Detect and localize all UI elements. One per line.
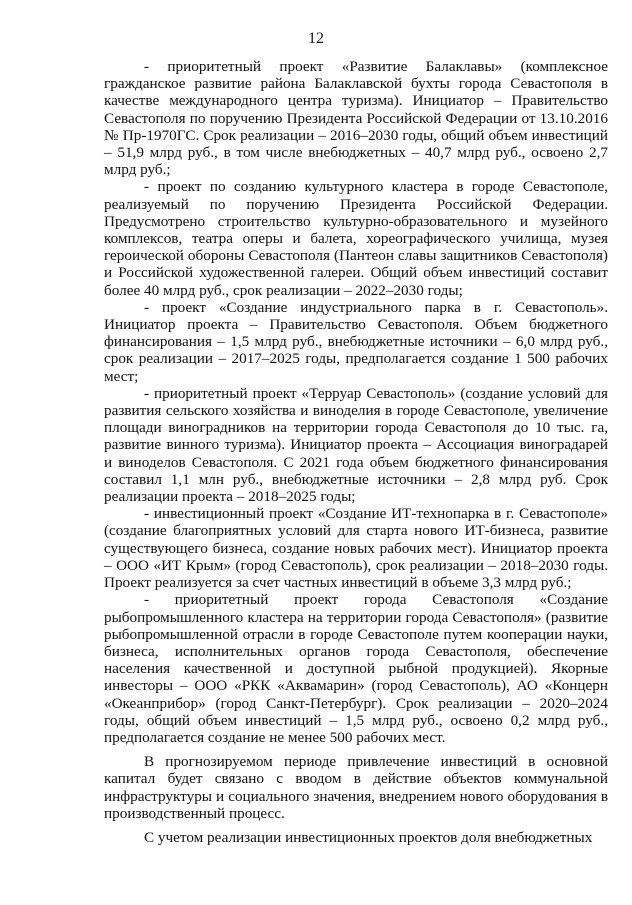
page-number: 12 (308, 30, 324, 47)
paragraph-project-it-technopark: - инвестиционный проект «Создание ИТ-технопарка в г. Севастополе» (создание благоприятных условий для старта нового ИТ-бизнеса, развитие существующего бизнеса, создание новых рабочих мест). Инициатор проекта – ООО «ИТ Крым» (город Севастополь), срок реализации – 2018–2030 годы. Проект реализуется за счет частных инвестиций в объеме 3,3 млрд руб.; (104, 505, 608, 592)
paragraph-project-balaklava: - приоритетный проект «Развитие Балаклавы» (комплексное гражданское развитие района Балаклавской бухты города Севастополя в качестве международного центра туризма). Инициатор – Правительство Севастополя по поручению Президента Российской Федерации от 13.10.2016 № Пр-1970ГС. Срок реализации – 2016–2030 годы, общий объем инвестиций – 51,9 млрд руб., в том числе внебюджетных – 40,7 млрд руб., освоено 2,7 млрд руб.; (104, 58, 608, 179)
paragraph-project-industrial-park: - проект «Создание индустриального парка в г. Севастополь». Инициатор проекта – Правительство Севастополя. Объем бюджетного финансирования – 1,5 млрд руб., внебюджетные источники – 6,0 млрд руб., срок реализации – 2017–2025 годы, предполагается создание 1 500 рабочих мест; (104, 298, 608, 385)
paragraph-project-terroir: - приоритетный проект «Терруар Севастополь» (создание условий для развития сельского хозяйства и виноделия в городе Севастополе, увеличение площади виноградников на территории города Севастополя до 10 тыс. га, развитие винного туризма). Инициатор проекта – Ассоциация виноградарей и виноделов Севастополя. С 2021 года объем бюджетного финансирования составил 1,1 млн руб., внебюджетные источники – 2,8 млрд руб. Срок реализации проекта – 2018–2025 годы; (104, 384, 608, 506)
paragraph-investment-forecast: В прогнозируемом периоде привлечение инвестиций в основной капитал будет связано с вводом в действие объектов коммунальной инфраструктуры и социального значения, внедрением нового оборудования в производственный процесс. (104, 753, 608, 822)
paragraph-project-fish-cluster: - приоритетный проект города Севастополя «Создание рыбопромышленного кластера на территории города Севастополя» (развитие рыбопромышленной отрасли в городе Севастополе путем кооперации науки, бизнеса, исполнительных органов города Севастополя, обеспечение населения качественной и доступной рыбной продукцией). Якорные инвесторы – ООО «РКК «Аквамарин» (город Севастополь), АО «Концерн «Океанприбор» (город Санкт-Петербург). Срок реализации – 2020–2024 годы, общий объем инвестиций – 1,5 млрд руб., освоено 0,2 млрд руб., предполагается создание не менее 500 рабочих мест. (104, 591, 608, 746)
body-text (104, 58, 608, 846)
paragraph-extrabudgetary-share: С учетом реализации инвестиционных проектов доля внебюджетных (144, 828, 593, 846)
paragraph-project-cultural-cluster: - проект по созданию культурного кластера в городе Севастополе, реализуемый по поручению Президента Российской Федерации. Предусмотрено строительство культурно-образовательного и музейного комплексов, театра оперы и балета, хореографического училища, музея героической обороны Севастополя (Пантеон славы защитников Севастополя) и Российской художественной галереи. Общий объем инвестиций составит более 40 млрд руб., срок реализации – 2022–2030 годы; (104, 178, 608, 299)
